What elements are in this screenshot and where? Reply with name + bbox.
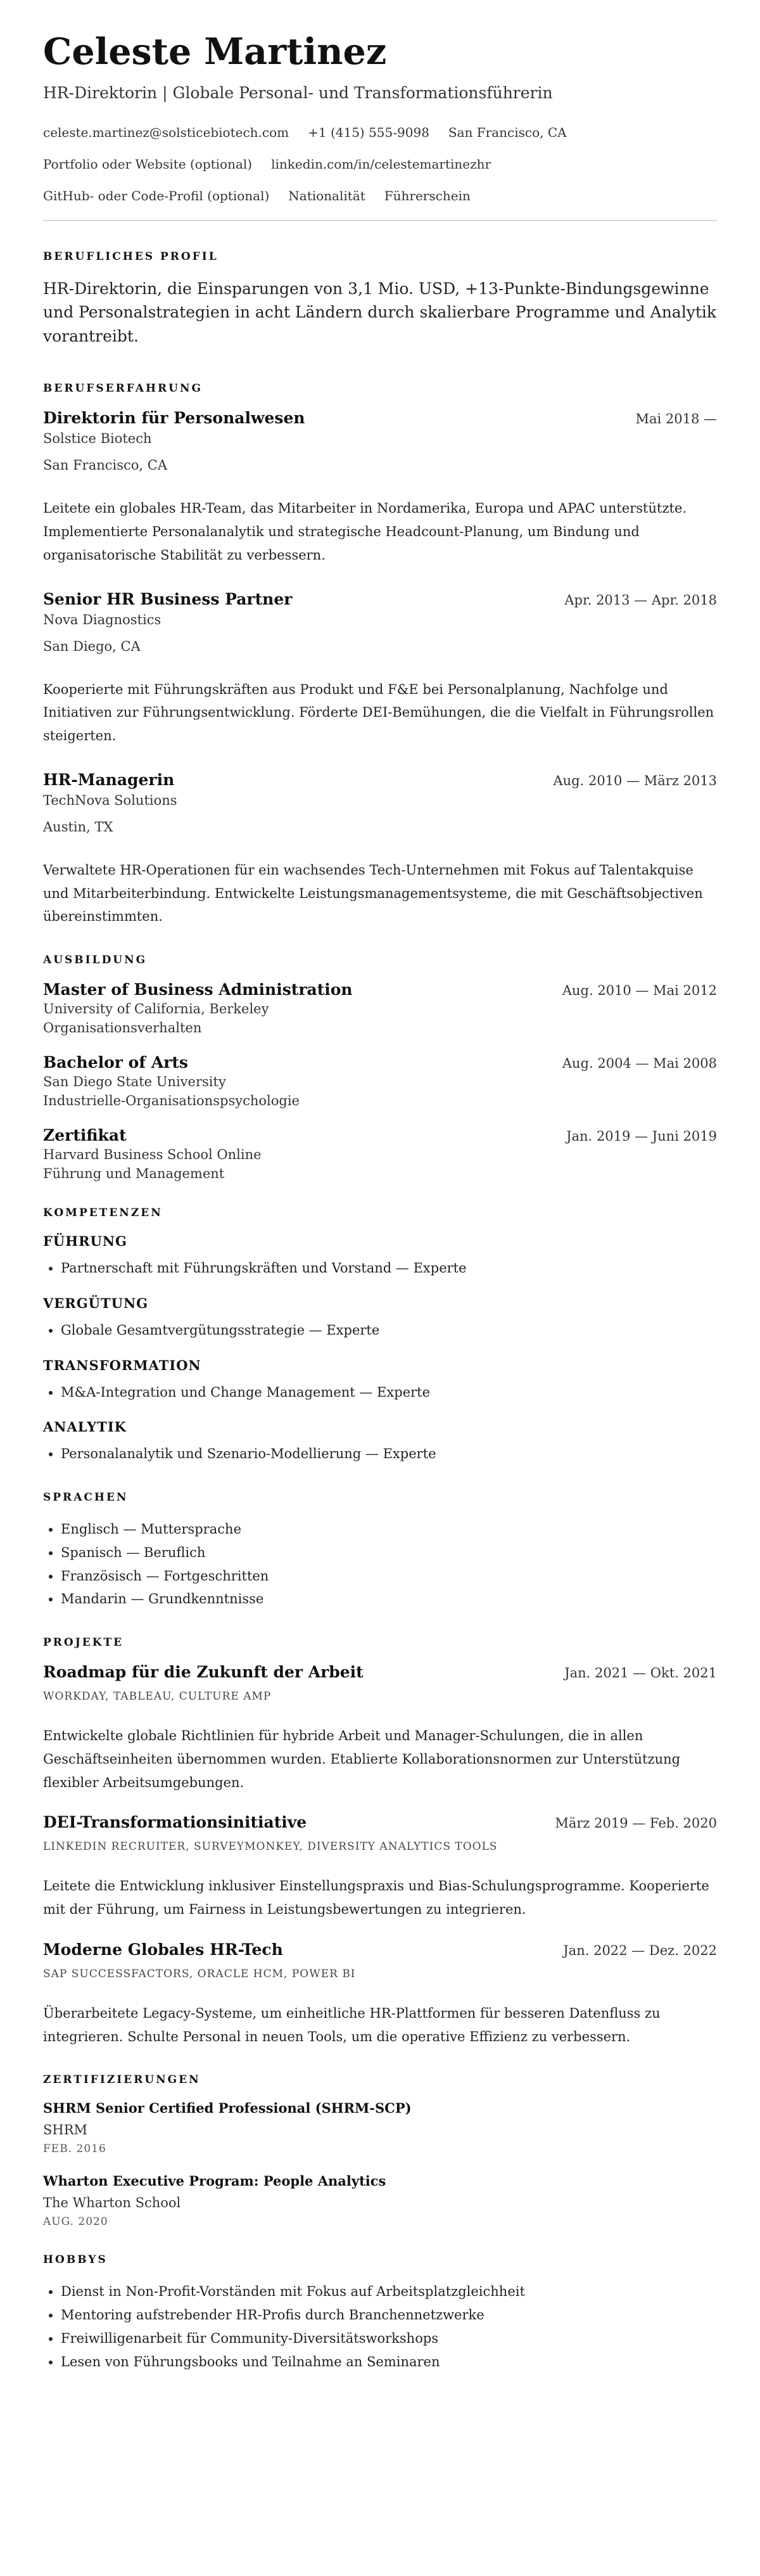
cert-date: AUG. 2020 bbox=[43, 2215, 108, 2229]
header-divider bbox=[43, 220, 717, 221]
contact-row-2 bbox=[43, 157, 717, 172]
profile-summary: HR-Direktorin, die Einsparungen von 3,1 Mio. USD, +13-Punkte-Bindungsgewinne und Personalstrategien in acht Ländern durch skalierbare Programme und Analytik vorantreibt. bbox=[43, 279, 717, 345]
project-item bbox=[43, 1940, 717, 2049]
job-company: TechNova Solutions bbox=[43, 792, 177, 808]
projects-section bbox=[43, 1636, 717, 2048]
skill-list bbox=[43, 1257, 717, 1280]
section-title-experience: BERUFSERFAHRUNG bbox=[43, 382, 203, 395]
edu-date: Aug. 2004 — Mai 2008 bbox=[562, 1056, 717, 1072]
hobby-item: • Lesen von Führungsbooks und Teilnahme an Seminaren bbox=[61, 2350, 717, 2374]
job-date: Apr. 2013 — Apr. 2018 bbox=[564, 592, 717, 608]
language-item: • Mandarin — Grundkenntnisse bbox=[61, 1587, 717, 1611]
job-role: Senior HR Business Partner bbox=[43, 589, 293, 608]
education-item bbox=[43, 980, 717, 1035]
project-tech: WORKDAY, TABLEAU, CULTURE AMP bbox=[43, 1690, 272, 1703]
job-location: San Diego, CA bbox=[43, 638, 141, 654]
skill-category: VERGÜTUNG bbox=[43, 1295, 149, 1311]
job-company: Solstice Biotech bbox=[43, 431, 152, 447]
project-name: Moderne Globales HR-Tech bbox=[43, 1940, 283, 1959]
hobby-item: • Dienst in Non-Profit-Vorständen mit Fokus auf Arbeitsplatzgleichheit bbox=[61, 2280, 717, 2304]
language-list bbox=[43, 1518, 717, 1611]
contact-github[interactable]: GitHub- oder Code-Profil (optional) bbox=[43, 188, 270, 203]
skill-item: • M&A-Integration und Change Management — Experte bbox=[61, 1381, 717, 1404]
project-tech: LINKEDIN RECRUITER, SURVEYMONKEY, DIVERSITY ANALYTICS TOOLS bbox=[43, 1840, 498, 1854]
cert-name: Wharton Executive Program: People Analytics bbox=[43, 2173, 386, 2189]
experience-section bbox=[43, 382, 717, 928]
cert-date: FEB. 2016 bbox=[43, 2143, 106, 2156]
skill-category: ANALYTIK bbox=[43, 1419, 127, 1435]
contact-location: San Francisco, CA bbox=[448, 124, 567, 140]
contact-row-1 bbox=[43, 125, 717, 140]
edu-school: Harvard Business School Online bbox=[43, 1147, 262, 1163]
project-item bbox=[43, 1663, 717, 1794]
job-description: Verwaltete HR-Operationen für ein wachsendes Tech-Unternehmen mit Fokus auf Talentakquise und Mitarbeiterbindung. Entwickelte Leistungsmanagementsysteme, die mit Geschäftsobjectiven übereinstimmten. bbox=[43, 862, 703, 925]
job-date: Aug. 2010 — März 2013 bbox=[553, 772, 717, 788]
project-date: Jan. 2022 — Dez. 2022 bbox=[563, 1942, 717, 1958]
contact-phone[interactable]: +1 (415) 555-9098 bbox=[308, 124, 429, 140]
section-title-projects: PROJEKTE bbox=[43, 1636, 124, 1650]
section-title-skills: KOMPETENZEN bbox=[43, 1207, 163, 1220]
project-date: Jan. 2021 — Okt. 2021 bbox=[564, 1665, 717, 1681]
hobby-item: • Freiwilligenarbeit für Community-Diversitätsworkshops bbox=[61, 2327, 717, 2350]
skill-item: • Personalanalytik und Szenario-Modellierung — Experte bbox=[61, 1442, 717, 1466]
job-description: Kooperierte mit Führungskräften aus Produkt und F&E bei Personalplanung, Nachfolge und Initiativen zur Führungsentwicklung. Förderte DEI-Bemühungen, die die Vielfalt in Führungsrollen steigerten. bbox=[43, 681, 714, 744]
languages-section bbox=[43, 1491, 717, 1611]
section-title-hobbies: HOBBYS bbox=[43, 2253, 108, 2267]
edu-field: Industrielle-Organisationspsychologie bbox=[43, 1093, 300, 1109]
contact-nationality: Nationalität bbox=[288, 188, 365, 203]
edu-date: Aug. 2010 — Mai 2012 bbox=[562, 983, 717, 999]
skills-section bbox=[43, 1207, 717, 1466]
skill-list bbox=[43, 1381, 717, 1404]
project-tech: SAP SUCCESSFACTORS, ORACLE HCM, POWER BI bbox=[43, 1967, 356, 1980]
edu-date: Jan. 2019 — Juni 2019 bbox=[566, 1129, 717, 1144]
job-role: HR-Managerin bbox=[43, 770, 175, 789]
language-item: • Französisch — Fortgeschritten bbox=[61, 1565, 717, 1588]
project-name: Roadmap für die Zukunft der Arbeit bbox=[43, 1663, 364, 1682]
education-item bbox=[43, 1126, 717, 1181]
language-item: • Spanisch — Beruflich bbox=[61, 1541, 717, 1565]
edu-degree: Zertifikat bbox=[43, 1126, 127, 1145]
skill-list bbox=[43, 1442, 717, 1466]
certifications-section bbox=[43, 2073, 717, 2228]
cert-name: SHRM Senior Certified Professional (SHRM-SCP) bbox=[43, 2100, 412, 2117]
education-section bbox=[43, 954, 717, 1181]
profile-section bbox=[43, 250, 717, 349]
section-title-languages: SPRACHEN bbox=[43, 1491, 129, 1504]
skill-item: • Globale Gesamtvergütungsstrategie — Experte bbox=[61, 1319, 717, 1342]
project-description: Entwickelte globale Richtlinien für hybride Arbeit und Manager-Schulungen, die in allen Geschäftseinheiten übernommen wurden. Etablierte Kollaborationsnormen zur Unterstützung flexibler Arbeitsumgebungen. bbox=[43, 1728, 681, 1790]
project-item bbox=[43, 1813, 717, 1921]
skill-list bbox=[43, 1319, 717, 1342]
certification-item bbox=[43, 2100, 717, 2155]
certification-item bbox=[43, 2173, 717, 2228]
project-date: März 2019 — Feb. 2020 bbox=[555, 1816, 717, 1831]
cert-issuer: SHRM bbox=[43, 2122, 88, 2138]
skill-item: • Partnerschaft mit Führungskräften und Vorstand — Experte bbox=[61, 1257, 717, 1280]
experience-item bbox=[43, 771, 717, 928]
experience-item bbox=[43, 409, 717, 567]
edu-school: San Diego State University bbox=[43, 1074, 226, 1090]
education-item bbox=[43, 1053, 717, 1108]
job-location: Austin, TX bbox=[43, 819, 113, 835]
section-title-education: AUSBILDUNG bbox=[43, 954, 148, 967]
job-role: Direktorin für Personalwesen bbox=[43, 409, 305, 428]
contact-linkedin[interactable]: linkedin.com/in/celestemartinezhr bbox=[271, 156, 491, 172]
contact-portfolio[interactable]: Portfolio oder Website (optional) bbox=[43, 156, 253, 172]
section-title-certifications: ZERTIFIZIERUNGEN bbox=[43, 2073, 201, 2087]
hobbies-section bbox=[43, 2253, 717, 2373]
edu-field: Führung und Management bbox=[43, 1166, 225, 1182]
edu-degree: Bachelor of Arts bbox=[43, 1053, 189, 1072]
candidate-headline: HR-Direktorin | Globale Personal- und Transformationsführerin bbox=[43, 83, 553, 102]
edu-field: Organisationsverhalten bbox=[43, 1020, 202, 1036]
project-name: DEI-Transformationsinitiative bbox=[43, 1813, 307, 1832]
hobby-item: • Mentoring aufstrebender HR-Profis durch Branchennetzwerke bbox=[61, 2304, 717, 2327]
language-item: • Englisch — Muttersprache bbox=[61, 1518, 717, 1541]
section-title-profile: BERUFLICHES PROFIL bbox=[43, 250, 218, 263]
candidate-name: Celeste Martinez bbox=[43, 30, 387, 73]
edu-school: University of California, Berkeley bbox=[43, 1001, 269, 1017]
job-date: Mai 2018 — bbox=[635, 411, 717, 427]
job-location: San Francisco, CA bbox=[43, 458, 168, 473]
project-description: Überarbeitete Legacy-Systeme, um einheitliche HR-Plattformen für besseren Datenfluss zu integrieren. Schulte Personal in neuen Tools, um die operative Effizienz zu verbessern. bbox=[43, 2005, 661, 2044]
hobby-list bbox=[43, 2280, 717, 2373]
job-description: Leitete ein globales HR-Team, das Mitarbeiter in Nordamerika, Europa und APAC unterstützte. Implementierte Personalanalytik und strategische Headcount-Planung, um Bindung und organisatorische Stabilität zu verbessern. bbox=[43, 501, 687, 563]
skill-category: TRANSFORMATION bbox=[43, 1357, 201, 1373]
contact-row-3 bbox=[43, 188, 717, 203]
cert-issuer: The Wharton School bbox=[43, 2195, 181, 2211]
experience-item bbox=[43, 590, 717, 748]
resume-header bbox=[43, 30, 717, 203]
project-description: Leitete die Entwicklung inklusiver Einstellungspraxis und Bias-Schulungsprogramme. Kooperierte mit der Führung, um Fairness in Leistungsbewertungen zu integrieren. bbox=[43, 1878, 709, 1918]
job-company: Nova Diagnostics bbox=[43, 612, 162, 627]
contact-license: Führerschein bbox=[384, 188, 471, 203]
skill-category: FÜHRUNG bbox=[43, 1233, 127, 1250]
contact-email[interactable]: celeste.martinez@solsticebiotech.com bbox=[43, 124, 289, 140]
edu-degree: Master of Business Administration bbox=[43, 980, 353, 999]
